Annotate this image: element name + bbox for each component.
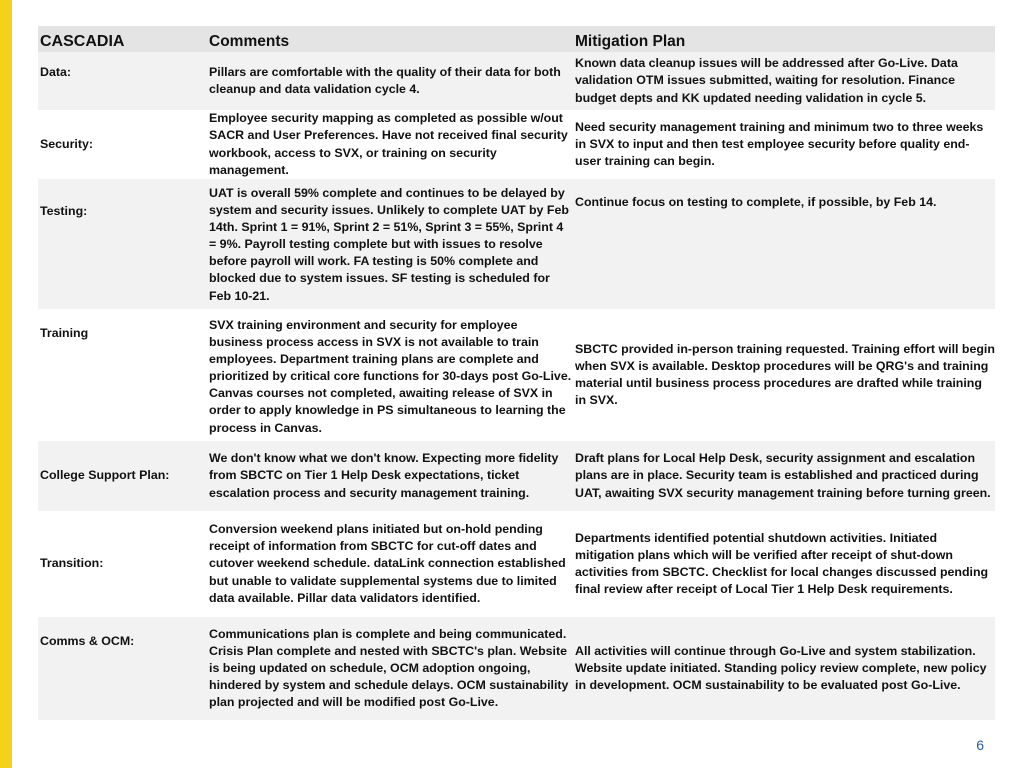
row-label: Testing: [40,204,88,218]
row-comments: Pillars are comfortable with the quality of their data for both cleanup and data validation cycle 4. [209,65,561,97]
row-comments: SVX training environment and security for employee business process access in SVX is not available to train employees. Department training plans are complete and prioritized by critical core functions for 30-days post Go-Live. Canvas courses not completed, awaiting release of SVX in order to apply knowledge in PS simultaneous to learning the process in Canvas. [209,318,572,435]
row-label: Comms & OCM: [40,634,135,648]
table-row-training [38,309,995,441]
header-mitigation-plan: Mitigation Plan [575,33,686,50]
row-mitigation: All activities will continue through Go-Live and system stabilization. Website update initiated. Standing policy review complete, new policy in development. OCM sustainability to be evaluated post Go-Live. [575,643,987,693]
header-cascadia: CASCADIA [40,33,125,50]
row-label: College Support Plan: [40,468,170,483]
row-mitigation: SBCTC provided in-person training requested. Training effort will begin when SVX is available. Desktop procedures will be QRG's and training material until business process procedures are drafted while training in SVX. [575,341,995,408]
row-label: Transition: [40,556,104,571]
row-comments: Employee security mapping as completed as possible w/out SACR and User Preferences. Have not received final security workbook, access to SVX, or training on security management. [209,111,568,177]
row-mitigation: Need security management training and minimum two to three weeks in SVX to input and then test employee security before quality end-user training can begin. [575,119,984,169]
accent-bar [0,0,12,768]
row-comments: Communications plan is complete and being communicated. Crisis Plan complete and nested with SBCTC's plan. Website is being updated on schedule, OCM adoption ongoing, hindered by system and schedule delays. OCM sustainability plan projected and will be modified post Go-Live. [209,626,569,710]
table-row-college-support-plan [38,441,995,511]
header-comments: Comments [209,33,290,50]
row-label: Training [40,326,89,340]
row-mitigation: Departments identified potential shutdown activities. Initiated mitigation plans which will be verified after receipt of shut-down activities from SBCTC. Checklist for local changes discussed pending final review after receipt of Local Tier 1 Help Desk requirements. [575,530,989,597]
table-row-testing [38,179,995,309]
row-mitigation: Continue focus on testing to complete, if possible, by Feb 14. [575,195,937,209]
page-number: 6 [976,737,984,753]
row-comments: UAT is overall 59% complete and continues to be delayed by system and security issues. Unlikely to complete UAT by Feb 14th. Sprint 1 = 91%, Sprint 2 = 51%, Sprint 3 = 55%, Sprint 4 = 9%. Payroll testing complete but with issues to resolve before payroll will work. FA testing is 50% complete and blocked due to system issues. SF testing is scheduled for Feb 10-21. [209,186,569,303]
row-mitigation: Known data cleanup issues will be addressed after Go-Live. Data validation OTM issues submitted, waiting for resolution. Finance budget depts and KK updated needing validation in cycle 5. [575,56,958,105]
status-table [38,26,995,720]
table-row-comms-ocm [38,617,995,720]
table-row-transition [38,511,995,617]
row-comments: Conversion weekend plans initiated but on-hold pending receipt of information from SBCTC for cut-off dates and cutover weekend schedule. dataLink connection established but unable to validate supplemental systems due to limited data available. Pillar data validators identified. [209,522,566,605]
table-row-security [38,110,995,179]
row-comments: We don't know what we don't know. Expecting more fidelity from SBCTC on Tier 1 Help Desk expectations, ticket escalation process and security management training. [209,451,559,500]
table-row-data [38,52,995,110]
row-mitigation: Draft plans for Local Help Desk, security assignment and escalation plans are in place. Security team is established and practiced during UAT, awaiting SVX security management training before turning green. [575,451,991,500]
row-label: Data: [40,65,71,79]
row-label: Security: [40,136,94,151]
table-header [38,26,995,52]
